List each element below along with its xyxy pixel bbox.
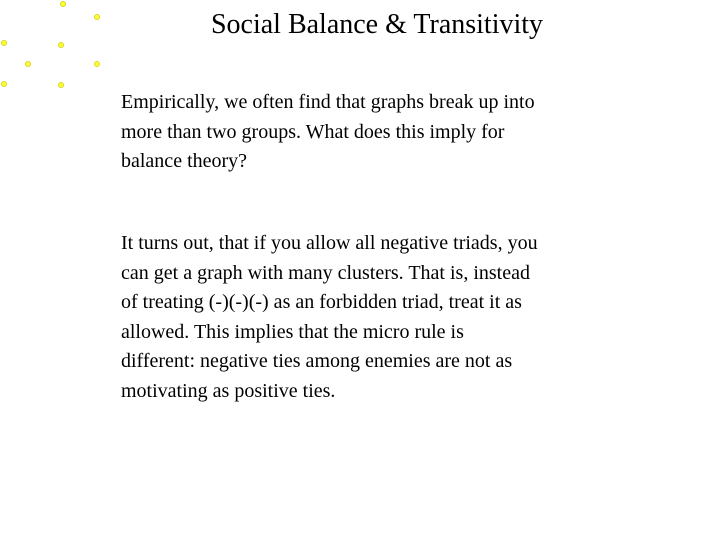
decorative-dot-icon bbox=[1, 81, 7, 87]
decorative-dot-icon bbox=[58, 42, 64, 48]
body-paragraph bbox=[121, 229, 641, 406]
paragraph-line: allowed. This implies that the micro rule is bbox=[121, 320, 464, 343]
paragraph-line: balance theory? bbox=[121, 150, 248, 172]
decorative-dot-icon bbox=[25, 61, 31, 67]
paragraph-line: of treating (-)(-)(-) as an forbidden triad, treat it as bbox=[121, 291, 522, 313]
paragraph-line: more than two groups. What does this imply for bbox=[121, 120, 505, 143]
paragraph-line: different: negative ties among enemies are not as bbox=[121, 350, 513, 372]
decorative-dot-icon bbox=[94, 14, 100, 20]
paragraph-line: motivating as positive ties. bbox=[121, 379, 336, 402]
decorative-dot-icon bbox=[94, 61, 100, 67]
decorative-dot-icon bbox=[58, 82, 64, 88]
paragraph-line: can get a graph with many clusters. That is, instead bbox=[121, 261, 530, 284]
decorative-dot-icon bbox=[60, 1, 66, 7]
paragraph-line: Empirically, we often find that graphs break up into bbox=[121, 91, 535, 113]
slide-title: Social Balance & Transitivity bbox=[210, 9, 544, 40]
decorative-dot-icon bbox=[1, 40, 7, 46]
body-paragraph bbox=[121, 88, 641, 177]
paragraph-line: It turns out, that if you allow all negative triads, you bbox=[121, 232, 538, 254]
